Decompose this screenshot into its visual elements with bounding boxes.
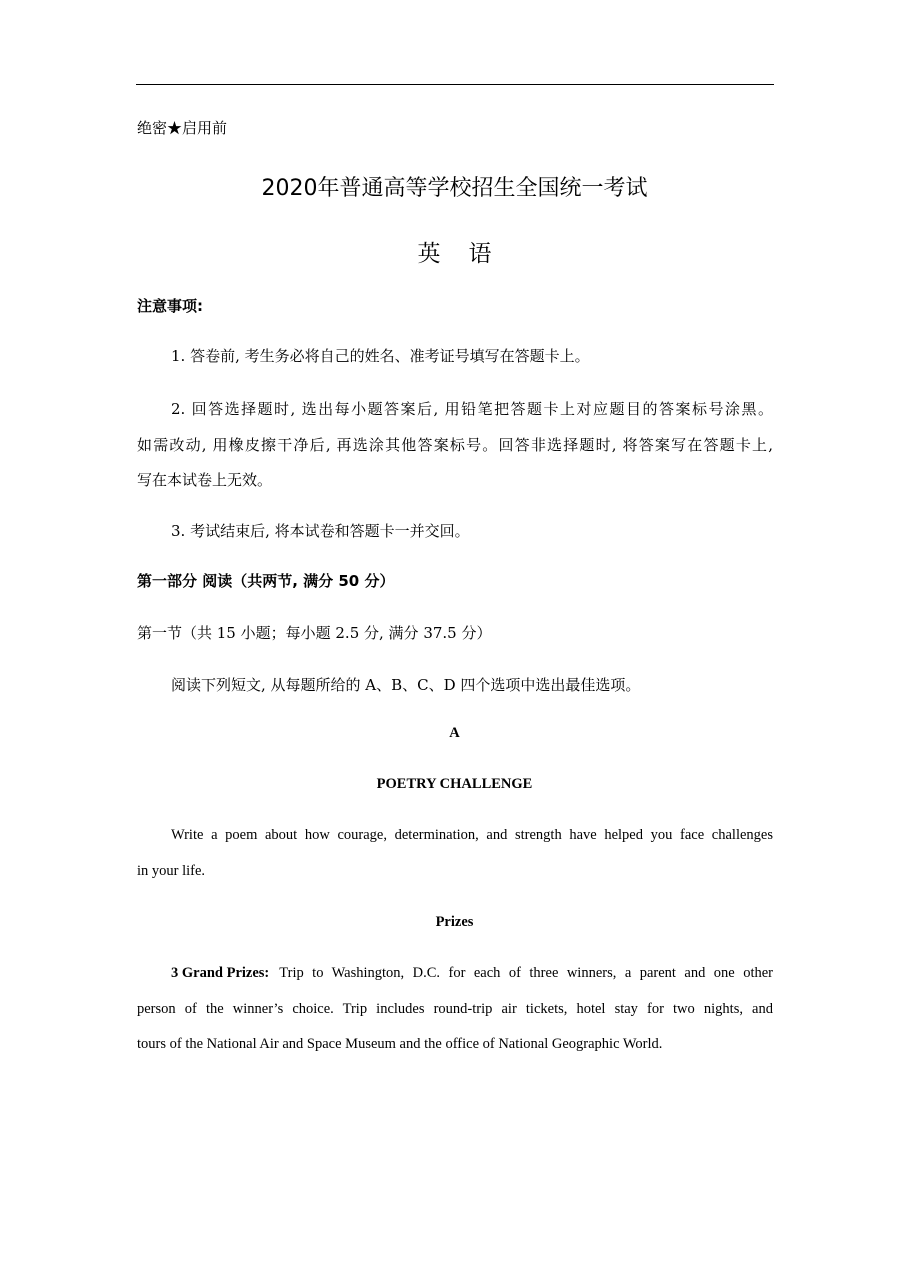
grand-prizes-label: 3 Grand Prizes: xyxy=(171,965,270,981)
note-item-2-line-2: 如需改动, 用橡皮擦干净后, 再选涂其他答案标号。回答非选择题时, 将答案写在答题卡上, xyxy=(137,436,773,454)
note-item-2-line-3: 写在本试卷上无效。 xyxy=(137,471,273,489)
passage-title: POETRY CHALLENGE xyxy=(376,776,533,792)
passage-letter: A xyxy=(449,725,460,741)
prizes-heading: Prizes xyxy=(435,914,474,930)
note-item-2-line-1: 2. 回答选择题时, 选出每小题答案后, 用铅笔把答题卡上对应题目的答案标号涂黑。 xyxy=(171,400,773,418)
intro-line-2: in your life. xyxy=(137,863,206,879)
exam-title: 2020年普通高等学校招生全国统一考试 xyxy=(261,176,648,201)
grand-prizes-line-3: tours of the National Air and Space Museum and the office of National Geographic World. xyxy=(137,1036,663,1052)
confidential-label: 绝密★启用前 xyxy=(137,119,228,137)
grand-prizes-text: Trip to Washington, D.C. for each of three winners, a parent and one other xyxy=(279,965,773,981)
note-item-1: 1. 答卷前, 考生务必将自己的姓名、准考证号填写在答题卡上。 xyxy=(171,347,590,365)
intro-line-1: Write a poem about how courage, determination, and strength have helped you face challenges xyxy=(171,827,773,843)
subject-title: 英语 xyxy=(417,241,520,267)
part1-heading: 第一部分 阅读（共两节, 满分 50 分） xyxy=(137,572,395,590)
section1-heading: 第一节（共 15 小题；每小题 2.5 分, 满分 37.5 分） xyxy=(137,624,492,642)
header-rule xyxy=(136,84,774,85)
grand-prizes-line-2: person of the winner’s choice. Trip includes round-trip air tickets, hotel stay for two nights, and xyxy=(137,1001,773,1017)
notes-heading: 注意事项: xyxy=(137,297,203,315)
reading-instruction: 阅读下列短文, 从每题所给的 A、B、C、D 四个选项中选出最佳选项。 xyxy=(171,676,641,694)
grand-prizes-line-1 xyxy=(171,965,773,982)
note-item-3: 3. 考试结束后, 将本试卷和答题卡一并交回。 xyxy=(171,522,470,540)
